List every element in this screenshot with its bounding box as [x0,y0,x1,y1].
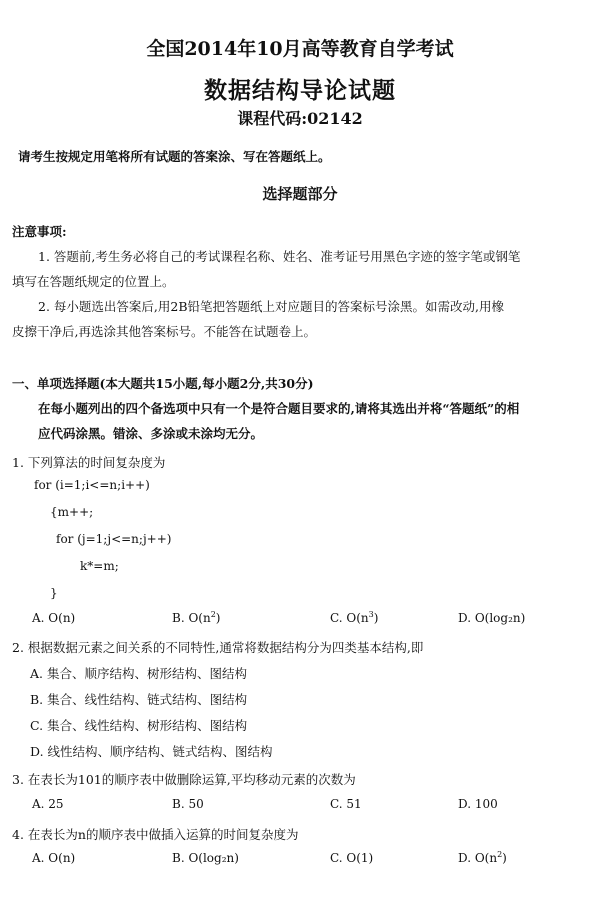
exam-title-line1: 全国2014年10月高等教育自学考试 [146,38,454,60]
q4-option-d-exponent: 2 [497,850,503,859]
question-2-option-a: A. 集合、顺序结构、树形结构、图结构 [30,666,247,681]
option-b-text: B. O(n [172,611,211,625]
code-line-5: } [50,586,58,600]
code-line-1: for (i=1;i<=n;i++) [34,478,150,492]
question-2-option-b: B. 集合、线性结构、链式结构、图结构 [30,692,248,707]
question-3-option-a: A. 25 [32,797,64,811]
question-2-option-c: C. 集合、线性结构、树形结构、图结构 [30,718,248,733]
question-4-option-c: C. O(1) [330,851,374,865]
question-3-option-c: C. 51 [330,797,362,811]
question-3-option-b: B. 50 [172,797,204,811]
note-1-line-2: 填写在答题纸规定的位置上。 [12,274,175,289]
part1-description-line-2: 应代码涂黑。错涂、多涂或未涂均无分。 [38,426,264,441]
question-2-option-d: D. 线性结构、顺序结构、链式结构、图结构 [30,744,273,759]
option-c-close: ) [373,611,379,625]
option-b-close: ) [215,611,221,625]
question-3-stem: 3. 在表长为101的顺序表中做删除运算,平均移动元素的次数为 [12,772,356,787]
question-2-stem: 2. 根据数据元素之间关系的不同特性,通常将数据结构分为四类基本结构,即 [12,640,424,655]
question-4-stem: 4. 在表长为n的顺序表中做插入运算的时间复杂度为 [12,827,299,842]
note-2-line-1: 2. 每小题选出答案后,用2B铅笔把答题纸上对应题目的答案标号涂黑。如需改动,用橡 [38,299,504,314]
notes-heading: 注意事项: [12,224,67,239]
course-code: 课程代码:02142 [237,109,363,128]
part1-heading: 一、单项选择题(本大题共15小题,每小题2分,共30分) [12,376,314,391]
instruction-text: 请考生按规定用笔将所有试题的答案涂、写在答题纸上。 [18,149,331,164]
note-2-line-2: 皮擦干净后,再选涂其他答案标号。不能答在试题卷上。 [12,324,316,339]
option-c-text: C. O(n [330,611,369,625]
q4-option-d-close: ) [502,851,507,865]
section-title: 选择题部分 [262,185,338,203]
part1-description-line-1: 在每小题列出的四个备选项中只有一个是符合题目要求的,请将其选出并将“答题纸”的相 [38,401,520,416]
code-line-4: k*=m; [80,559,119,573]
question-4-option-d [458,851,507,865]
question-4-option-b: B. O(log₂n) [172,851,239,865]
code-line-3: for (j=1;j<=n;j++) [56,532,172,546]
question-3-option-d: D. 100 [458,797,498,811]
question-1-option-d: D. O(log₂n) [458,611,526,625]
option-b-exponent: 2 [210,610,216,619]
question-1-option-c [330,611,378,625]
question-4-option-a: A. O(n) [32,851,76,865]
question-1-stem: 1. 下列算法的时间复杂度为 [12,455,166,470]
code-line-2: {m++; [50,505,94,519]
option-c-exponent: 3 [368,610,374,619]
exam-title-line2: 数据结构导论试题 [204,77,396,104]
question-1-option-b [172,611,220,625]
question-1-option-a: A. O(n) [32,611,76,625]
note-1-line-1: 1. 答题前,考生务必将自己的考试课程名称、姓名、准考证号用黑色字迹的签字笔或钢笔 [38,249,521,264]
q4-option-d-text: D. O(n [458,851,498,865]
